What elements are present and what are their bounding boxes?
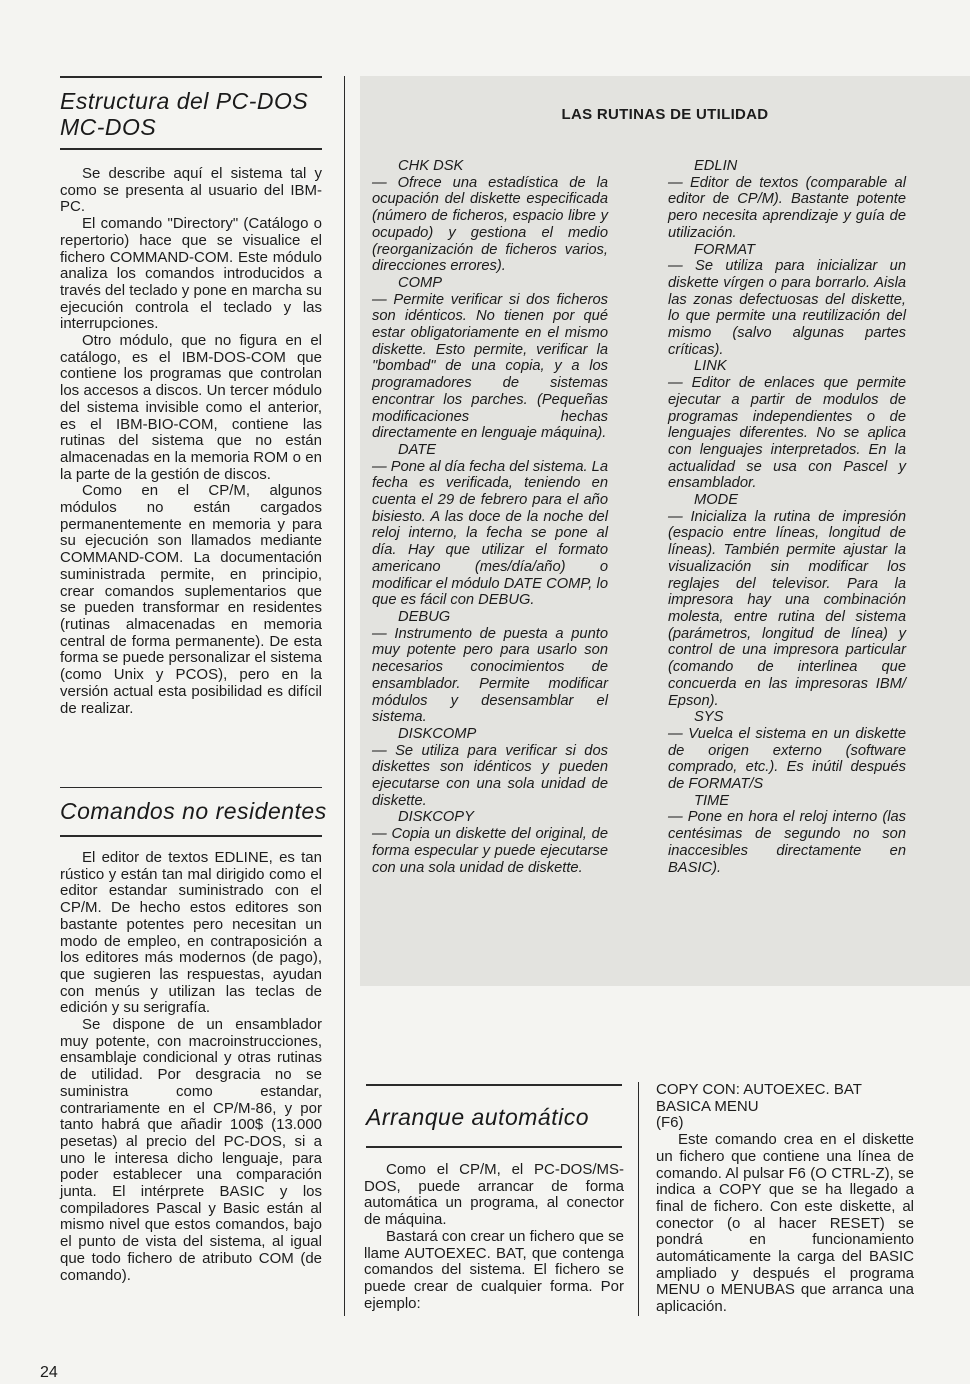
utility-entry <box>372 158 608 275</box>
utility-desc: — Copia un diskette del original, de forma especular y puede ejecutarse con una sola unidad de diskette. <box>372 826 608 876</box>
utility-name: DISKCOPY <box>398 809 474 826</box>
utility-desc: — Vuelca el sistema en un diskette de origen externo (software comprado, etc.). Es inútil después de FORMAT/S <box>668 725 906 793</box>
utility-desc: — Editor de textos (comparable al editor de CP/M). Bastante potente pero necesita aprendizaje y guía de utilización. <box>668 174 906 241</box>
code-line: (F6) <box>656 1114 684 1132</box>
section3-body <box>364 1162 624 1312</box>
code-line: BASICA MENU <box>656 1097 759 1115</box>
utility-desc: — Permite verificar si dos ficheros son idénticos. No tienen por qué estar obligatoriamente en el mismo diskette. Esto permite, verificar la "bombad" de una copia, y a los programadores de sistemas encontrar los parches. (Pequeñas modificaciones hechas directamente en lenguaje máquina). <box>372 291 608 442</box>
paragraph: Otro módulo, que no figura en el catálogo, es el IBM-DOS-COM que contiene los programas que controlan los accesos a discos. Un tercer módulo del sistema invisible como el anterior, es el IBM-BIO-COM, contiene las rutinas del sistema que no están almacenadas en la memoria ROM o en la parte de la gestión de discos. <box>60 332 322 483</box>
utility-entry <box>372 609 608 726</box>
utility-entry <box>668 793 906 877</box>
section-title-estructura <box>60 88 330 140</box>
utility-name: DATE <box>398 441 437 458</box>
utility-name: TIME <box>694 792 730 809</box>
utility-entry <box>372 442 608 609</box>
utility-name: DISKCOMP <box>398 725 477 742</box>
paragraph: El comando "Directory" (Catálogo o repertorio) hace que se visualice el fichero COMMAND-COM. Este módulo analiza los comandos introducidos a través del teclado y pone en marcha su ejecución controla el teclado y las interrupciones. <box>60 215 322 333</box>
utilities-left-column <box>372 158 608 876</box>
section3-underline <box>366 1146 622 1148</box>
section3-code-column <box>656 1082 914 1316</box>
utility-entry <box>668 242 906 359</box>
paragraph: Se dispone de un ensamblador muy potente, con macroinstrucciones, ensamblaje condicional y otras rutinas de utilidad. Por desgracia no se suministra como estandar, contrariamente en el CP/M-86, y por tanto habrá que añadir 100$ (13.000 pesetas) al precio del PC-DOS, si a uno le interesa dicho lenguaje, para poder establecer una comparación junta. El intérprete BASIC y los compiladores Pascal y Basic están al mismo nivel que estos comandos, bajo el punto de vista del sistema, al igual que todo fichero de atributo COM (de comando). <box>60 1016 322 1284</box>
paragraph: Como el CP/M, el PC-DOS/MS-DOS, puede arrancar de forma automática un programa, al conector de máquina. <box>364 1161 624 1229</box>
utility-desc: — Editor de enlaces que permite ejecutar a partir de modulos de programas independientes o de lenguajes diferentes. No se aplica con lenguajes interpretados. En la actualidad se usa con Pascel y ensamblador. <box>668 375 906 492</box>
section2-top-rule <box>60 787 322 788</box>
utility-entry <box>668 492 906 709</box>
utility-desc: — Se utiliza para verificar si dos diskettes son idénticos y pueden ejecutarse con una sola unidad de diskette. <box>372 742 608 809</box>
paragraph: Este comando crea en el diskette un fichero que contiene una línea de comando. Al pulsar F6 (O CTRL-Z), se indica a COPY que se ha llegado a final de fichero. Con este diskette, al conector (o al hacer RESET) se pondrá en funcionamiento automáticamente la carga del BASIC ampliado y después el programa MENU o MENUBAS que arranca una aplicación. <box>656 1131 914 1316</box>
utility-entry <box>668 158 906 242</box>
utility-desc: — Ofrece una estadística de la ocupación del diskette especificada (número de ficheros, espacio libre y ocupado) y gestiona el medio (reorganización de ficheros varios, direcciones errores). <box>372 174 608 275</box>
utility-name: EDLIN <box>694 158 738 174</box>
paragraph: El editor de textos EDLINE, es tan rústico y están tan mal dirigido como el editor estandar suministrado con el CP/M. De hecho estos editores son bastante potentes pero necesitan un modo de empleo, en contraposición a los editores más modernos (de pago), que sugieren las respuestas, ayudan con menús y utilizan las teclas de edición y su serigrafía. <box>60 849 322 1017</box>
utilities-right-column <box>668 158 906 876</box>
paragraph: Se describe aquí el sistema tal y como se presenta al usuario del IBM-PC. <box>60 165 322 216</box>
top-left-rule <box>60 76 322 78</box>
utility-name: CHK DSK <box>398 158 464 174</box>
utility-entry <box>668 709 906 793</box>
column-divider <box>344 76 345 1316</box>
paragraph: Bastará con crear un fichero que se llame AUTOEXEC. BAT, que contenga comandos del sistema. El fichero se puede crear de cualquier forma. Por ejemplo: <box>364 1227 624 1312</box>
utility-name: FORMAT <box>694 241 755 258</box>
utilities-title: LAS RUTINAS DE UTILIDAD <box>561 106 769 123</box>
section-title-arranque: Arranque automático <box>366 1104 590 1130</box>
utility-desc: — Inicializa la rutina de impresión (espacio entre líneas, longitud de líneas). También permite ajustar la visualización sin modificar los reglajes del televisor. Para la impresora hay una combinación molesta, entre rutina del sistema (parámetros, longitud de línea) y control de una impresora particular (comando de interlinea que concuerda en las impresoras IBM/ Epson). <box>668 508 906 709</box>
page-number: 24 <box>40 1364 58 1381</box>
utility-name: LINK <box>694 358 727 375</box>
section-title-comandos: Comandos no residentes <box>60 798 327 824</box>
utility-entry <box>372 275 608 442</box>
utility-name: COMP <box>398 274 443 291</box>
utility-desc: — Se utiliza para inicializar un diskette vírgen o para borrarlo. Aisla las zonas defectuosas del diskette, lo que permite una reutilización del mismo (salvo algunas partes críticas). <box>668 258 906 358</box>
utility-desc: — Pone al día fecha del sistema. La fecha es verificada, teniendo en cuenta el 29 de febrero para el año bisiesto. A las doce de la noche del reloj interno, la fecha se pone al día. Hay que utilizar el formato americano (mes/día/año) o modificar el módulo DATE COMP, lo que es fácil con DEBUG. <box>372 458 608 609</box>
utility-entry <box>372 809 608 876</box>
section-title-underline <box>60 148 322 150</box>
utility-entry <box>668 358 906 492</box>
utility-name: MODE <box>694 492 739 509</box>
bottom-column-divider <box>638 1082 639 1316</box>
paragraph: Como en el CP/M, algunos módulos no están cargados permanentemente en memoria y para su ejecución son llamados mediante COMMAND-COM. La documentación suministrada permite, en principio, crear comandos suplementarios que se pueden transformar en residentes (rutinas almacenadas en memoria central de forma permanente). De esta forma se puede personalizar el sistema (como Unix y PCOS), pero en la versión actual esta posibilidad es difícil de realizar. <box>60 482 322 717</box>
utility-entry <box>372 726 608 810</box>
section1-body <box>60 166 322 717</box>
section-title-line2: MC-DOS <box>60 114 157 140</box>
code-line: COPY CON: AUTOEXEC. BAT <box>656 1081 862 1098</box>
utility-desc: — Instrumento de puesta a punto muy potente pero para usarlo son necesarios conocimientos de ensamblador. Permite modificar módulos y desensamblar el sistema. <box>372 625 608 726</box>
section2-underline <box>60 835 322 837</box>
section3-top-rule <box>366 1084 622 1086</box>
utility-name: SYS <box>694 709 724 726</box>
utility-name: DEBUG <box>398 608 451 625</box>
section-title-line1: Estructura del PC-DOS <box>60 88 309 114</box>
section2-body <box>60 850 322 1284</box>
utility-desc: — Pone en hora el reloj interno (las centésimas de segundo no son inaccesibles directamente en BASIC). <box>668 809 906 876</box>
